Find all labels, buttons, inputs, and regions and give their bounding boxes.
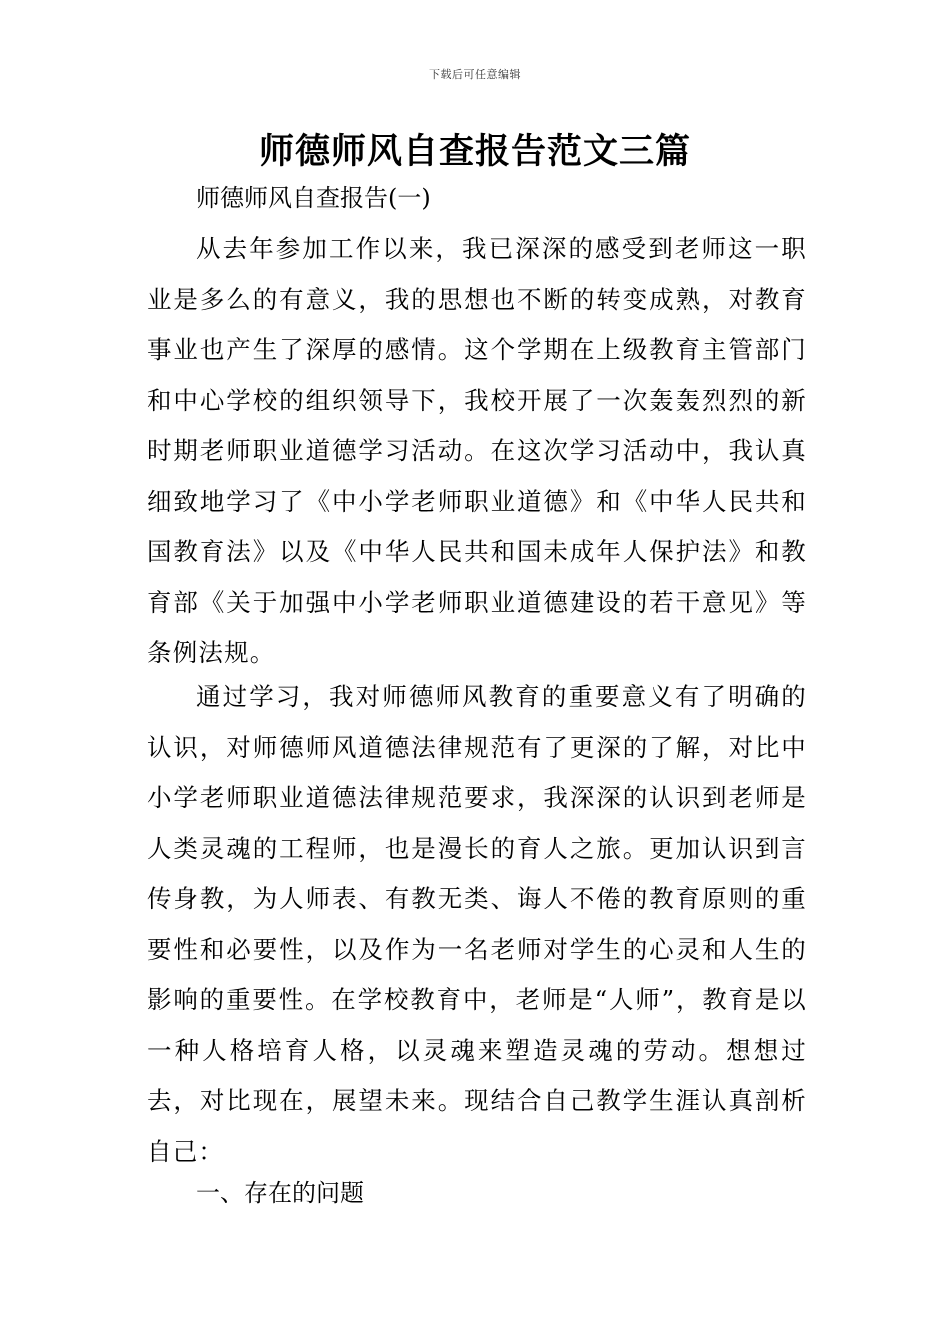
body-paragraph: 从去年参加工作以来，我已深深的感受到老师这一职业是多么的有意义，我的思想也不断的转变成熟，对教育事业也产生了深厚的感情。这个学期在上级教育主管部门和中心学校的组织领导下，我校开展了一次轰轰烈烈的新时期老师职业道德学习活动。在这次学习活动中，我认真细致地学习了《中小学老师职业道德》和《中华人民共和国教育法》以及《中华人民共和国未成年人保护法》和教育部《关于加强中小学老师职业道德建设的若干意见》等条例法规。 <box>147 234 807 667</box>
header-note: 下载后可任意编辑 <box>429 68 521 81</box>
body-paragraph: 通过学习，我对师德师风教育的重要意义有了明确的认识，对师德师风道德法律规范有了更深的了解，对比中小学老师职业道德法律规范要求，我深深的认识到老师是人类灵魂的工程师，也是漫长的育人之旅。更加认识到言传身教，为人师表、有教无类、诲人不倦的教育原则的重要性和必要性，以及作为一名老师对学生的心灵和人生的影响的重要性。在学校教育中，老师是“人师”，教育是以一种人格培育人格，以灵魂来塑造灵魂的劳动。想想过去，对比现在，展望未来。现结合自己教学生涯认真剖析自己： <box>147 682 807 1166</box>
document-title: 师德师风自查报告范文三篇 <box>258 132 691 172</box>
section-heading: 一、存在的问题 <box>196 1179 364 1207</box>
report-subtitle: 师德师风自查报告(一) <box>196 184 431 212</box>
